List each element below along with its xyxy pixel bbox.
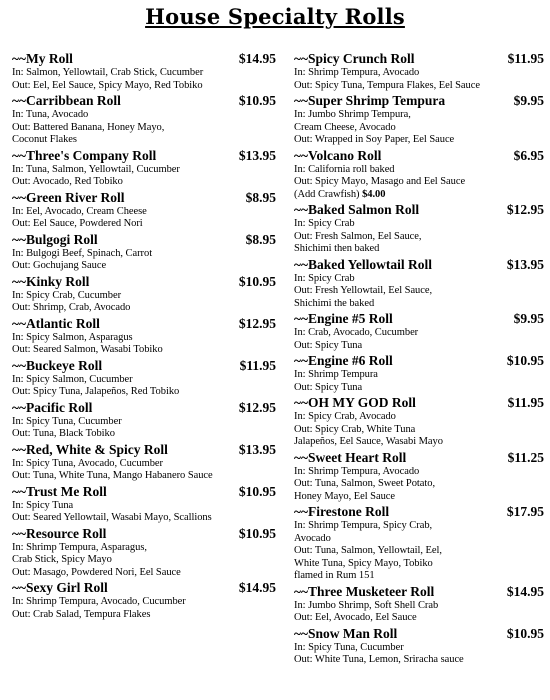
- menu-item-header: [294, 256, 544, 273]
- menu-item-price: $11.25: [507, 449, 544, 465]
- menu-item-name: ~~Three's Company Roll: [12, 147, 157, 163]
- menu-item-description: Out: Shrimp, Crab, Avocado: [12, 302, 131, 313]
- addon-label: (Add Crawfish): [294, 188, 363, 200]
- menu-item-name: ~~Spicy Crunch Roll: [294, 51, 415, 66]
- menu-item-price: $11.95: [507, 51, 544, 66]
- menu-item-description: In: Spicy Tuna, Cucumber: [294, 641, 404, 653]
- menu-item: [294, 394, 544, 449]
- menu-item-description: Crab Stick, Spicy Mayo: [12, 554, 112, 565]
- menu-item-price: $11.95: [507, 395, 544, 410]
- menu-item-header: [294, 310, 544, 327]
- menu-item-description: In: California roll baked: [294, 163, 395, 175]
- menu-item-description: In: Jumbo Shrimp Tempura,: [294, 109, 411, 120]
- menu-item-description: In: Tuna, Salmon, Yellowtail, Cucumber: [12, 163, 180, 175]
- menu-item-name: ~~Kinky Roll: [12, 273, 90, 289]
- menu-item: [12, 579, 276, 621]
- menu-item-description: In: Spicy Salmon, Asparagus: [12, 331, 133, 343]
- menu-item-description: Out: Tuna, Salmon, Yellowtail, Eel,: [294, 545, 442, 556]
- menu-item-description: In: Spicy Crab: [294, 218, 355, 229]
- menu-item-header: [12, 441, 276, 458]
- menu-item-description: Out: Battered Banana, Honey Mayo,: [12, 121, 165, 133]
- menu-item-header: [294, 352, 544, 369]
- menu-item-header: [12, 399, 276, 416]
- menu-item-header: [12, 483, 276, 500]
- menu-item-description: Out: Crab Salad, Tempura Flakes: [12, 608, 151, 620]
- menu-item-description: Out: Wrapped in Soy Paper, Eel Sauce: [294, 134, 455, 145]
- menu-item-price: $10.95: [238, 273, 276, 289]
- menu-item-header: [294, 92, 544, 109]
- menu-item-price: $10.95: [238, 483, 276, 499]
- menu-item-description: Out: Eel, Avocado, Eel Sauce: [294, 612, 417, 623]
- menu-item-price: $12.95: [238, 315, 276, 331]
- menu-item-name: ~~Buckeye Roll: [12, 357, 103, 373]
- menu-item-description: Honey Mayo, Eel Sauce: [294, 490, 396, 502]
- menu-item-name: ~~Volcano Roll: [294, 147, 382, 163]
- menu-item-description: In: Spicy Crab, Avocado: [294, 411, 396, 422]
- menu-item-name: ~~Baked Salmon Roll: [294, 202, 420, 217]
- menu-item-description: In: Shrimp Tempura, Asparagus,: [12, 541, 147, 553]
- menu-item-description: Out: Spicy Tuna, Jalapeños, Red Tobiko: [12, 386, 180, 397]
- menu-item-description: In: Spicy Crab, Cucumber: [12, 289, 122, 301]
- menu-item-description: In: Shrimp Tempura, Avocado: [294, 465, 420, 477]
- menu-item-header: [12, 231, 276, 248]
- menu-item: [294, 625, 544, 667]
- right-column: [294, 50, 544, 667]
- menu-item-description: Out: Fresh Yellowtail, Eel Sauce,: [294, 285, 433, 296]
- menu-item-price: $14.95: [238, 51, 276, 66]
- menu-item-price: $8.95: [245, 231, 276, 247]
- page-title: House Specialty Rolls: [145, 4, 405, 29]
- menu-item-name: ~~Snow Man Roll: [294, 625, 398, 641]
- menu-item: [294, 50, 544, 92]
- menu-item-description: In: Shrimp Tempura, Spicy Crab,: [294, 520, 433, 531]
- menu-item-description: Out: Tuna, Salmon, Sweet Potato,: [294, 478, 436, 489]
- menu-item-header: [12, 357, 276, 374]
- menu-item-name: ~~Firestone Roll: [294, 504, 390, 519]
- menu-item-description: In: Spicy Salmon, Cucumber: [12, 373, 133, 385]
- menu-item-header: [294, 583, 544, 600]
- menu-item: [294, 583, 544, 625]
- menu-item-description: Cream Cheese, Avocado: [294, 121, 396, 133]
- menu-item: [12, 231, 276, 273]
- menu-item-header: [294, 625, 544, 642]
- menu-item-description: In: Eel, Avocado, Cream Cheese: [12, 205, 147, 217]
- menu-item-description: In: Salmon, Yellowtail, Crab Stick, Cucumber: [12, 67, 204, 78]
- menu-item-header: [12, 315, 276, 332]
- menu-item: [294, 449, 544, 504]
- menu-item-description: In: Spicy Crab: [294, 272, 355, 284]
- menu-item-price: $9.95: [513, 311, 544, 326]
- menu-item-description: In: Spicy Tuna, Avocado, Cucumber: [12, 457, 163, 469]
- menu-item-header: [294, 503, 544, 520]
- menu-item-name: ~~Engine #6 Roll: [294, 353, 393, 368]
- menu-item-description: Out: Spicy Crab, White Tuna: [294, 423, 416, 435]
- menu-item-header: [12, 50, 276, 67]
- menu-item-name: ~~Resource Roll: [12, 525, 107, 541]
- menu-item-name: ~~Super Shrimp Tempura: [294, 93, 446, 108]
- menu-item-description: In: Spicy Tuna, Cucumber: [12, 415, 122, 427]
- menu-item-description: Out: Spicy Mayo, Masago and Eel Sauce: [294, 176, 466, 187]
- menu-item-header: [12, 525, 276, 542]
- menu-item-description: Shichimi then baked: [294, 243, 380, 254]
- menu-item-name: ~~Sweet Heart Roll: [294, 449, 407, 465]
- menu-item-description: Out: Fresh Salmon, Eel Sauce,: [294, 230, 422, 242]
- menu-item-description: In: Shrimp Tempura: [294, 369, 378, 380]
- menu-item-price: $8.95: [245, 189, 276, 205]
- menu-item-description: Out: Seared Yellowtail, Wasabi Mayo, Scallions: [12, 512, 212, 523]
- menu-item-price: $9.95: [513, 93, 544, 108]
- menu-item-addon: [294, 189, 544, 202]
- menu-item-description: Out: Eel Sauce, Powdered Nori: [12, 218, 143, 229]
- menu-item-name: ~~Carribbean Roll: [12, 93, 121, 108]
- menu-item-price: $14.95: [506, 583, 544, 599]
- menu-item-price: $17.95: [506, 504, 544, 519]
- menu-item-description: In: Shrimp Tempura, Avocado: [294, 67, 420, 78]
- menu-item-name: ~~Baked Yellowtail Roll: [294, 256, 433, 272]
- menu-item-description: flamed in Rum 151: [294, 570, 375, 581]
- menu-item-name: ~~OH MY GOD Roll: [294, 395, 416, 410]
- menu-item-name: ~~Engine #5 Roll: [294, 311, 393, 326]
- menu-item-description: Out: Spicy Tuna: [294, 339, 363, 351]
- menu-item: [12, 315, 276, 357]
- menu-item: [12, 357, 276, 399]
- menu-item-description: Out: Eel, Eel Sauce, Spicy Mayo, Red Tobiko: [12, 79, 203, 91]
- addon-price: $4.00: [362, 188, 386, 200]
- menu-item: [12, 50, 276, 92]
- menu-item-header: [12, 579, 276, 596]
- menu-item: [12, 92, 276, 147]
- menu-item: [294, 256, 544, 311]
- menu-item-description: Out: Tuna, Black Tobiko: [12, 428, 115, 439]
- menu-item-description: Out: Gochujang Sauce: [12, 260, 107, 271]
- menu-item: [294, 92, 544, 147]
- menu-item: [294, 503, 544, 583]
- menu-item: [12, 189, 276, 231]
- menu-item-description: Avocado: [294, 532, 331, 544]
- menu-item-description: Out: Seared Salmon, Wasabi Tobiko: [12, 344, 163, 355]
- menu-item-header: [294, 201, 544, 218]
- menu-item-header: [294, 394, 544, 411]
- menu-item-name: ~~My Roll: [12, 51, 73, 66]
- menu-item-price: $11.95: [239, 357, 276, 373]
- menu-item: [12, 399, 276, 441]
- menu-item-header: [294, 147, 544, 164]
- menu-item-description: In: Bulgogi Beef, Spinach, Carrot: [12, 247, 153, 259]
- menu-item-name: ~~Trust Me Roll: [12, 483, 107, 499]
- menu-item-header: [294, 50, 544, 67]
- menu-item-name: ~~Red, White & Spicy Roll: [12, 441, 168, 457]
- menu-item-price: $6.95: [513, 147, 544, 163]
- menu-item-name: ~~Atlantic Roll: [12, 315, 100, 331]
- menu-item: [12, 147, 276, 189]
- menu-item: [294, 310, 544, 352]
- menu-item-name: ~~Pacific Roll: [12, 399, 93, 415]
- menu-item-price: $13.95: [238, 441, 276, 457]
- menu-item-header: [294, 449, 544, 466]
- menu-item-header: [12, 189, 276, 206]
- menu-item: [12, 441, 276, 483]
- menu-item: [294, 352, 544, 394]
- menu-item-description: Shichimi the baked: [294, 297, 375, 309]
- menu-item: [12, 525, 276, 580]
- menu-item-description: Coconut Flakes: [12, 134, 77, 145]
- menu-item-description: Jalapeños, Eel Sauce, Wasabi Mayo: [294, 436, 443, 447]
- menu-item: [12, 273, 276, 315]
- menu-item-price: $10.95: [506, 353, 544, 368]
- menu-item-price: $12.95: [238, 399, 276, 415]
- menu-item-price: $14.95: [238, 580, 276, 595]
- menu-item-price: $10.95: [238, 93, 276, 108]
- menu-item: [294, 147, 544, 202]
- menu-item-header: [12, 273, 276, 290]
- menu-item-description: In: Crab, Avocado, Cucumber: [294, 327, 419, 338]
- menu-item-name: ~~Bulgogi Roll: [12, 231, 98, 247]
- menu-item-name: ~~Three Musketeer Roll: [294, 583, 435, 599]
- menu-item-name: ~~Sexy Girl Roll: [12, 580, 108, 595]
- menu-item-description: In: Shrimp Tempura, Avocado, Cucumber: [12, 596, 186, 607]
- menu-item-description: In: Spicy Tuna: [12, 499, 74, 511]
- menu-item: [294, 201, 544, 256]
- menu-item-description: Out: White Tuna, Lemon, Sriracha sauce: [294, 654, 464, 665]
- menu-item-name: ~~Green River Roll: [12, 189, 125, 205]
- menu-item-description: White Tuna, Spicy Mayo, Tobiko: [294, 557, 433, 569]
- left-column: [12, 50, 276, 621]
- menu-item-description: Out: Masago, Powdered Nori, Eel Sauce: [12, 566, 181, 578]
- menu-item-price: $13.95: [506, 256, 544, 272]
- menu-item-price: $10.95: [238, 525, 276, 541]
- menu-item-header: [12, 92, 276, 109]
- menu-item-price: $12.95: [506, 202, 544, 217]
- menu-item-price: $13.95: [238, 147, 276, 163]
- menu-item-description: Out: Spicy Tuna: [294, 381, 363, 393]
- menu-item-description: Out: Avocado, Red Tobiko: [12, 176, 123, 187]
- menu-item-header: [12, 147, 276, 164]
- menu-item-description: Out: Spicy Tuna, Tempura Flakes, Eel Sauce: [294, 79, 480, 91]
- menu-item: [12, 483, 276, 525]
- menu-item-description: In: Jumbo Shrimp, Soft Shell Crab: [294, 599, 439, 611]
- menu-item-description: In: Tuna, Avocado: [12, 109, 89, 120]
- menu-item-description: Out: Tuna, White Tuna, Mango Habanero Sauce: [12, 470, 213, 481]
- menu-item-price: $10.95: [506, 625, 544, 641]
